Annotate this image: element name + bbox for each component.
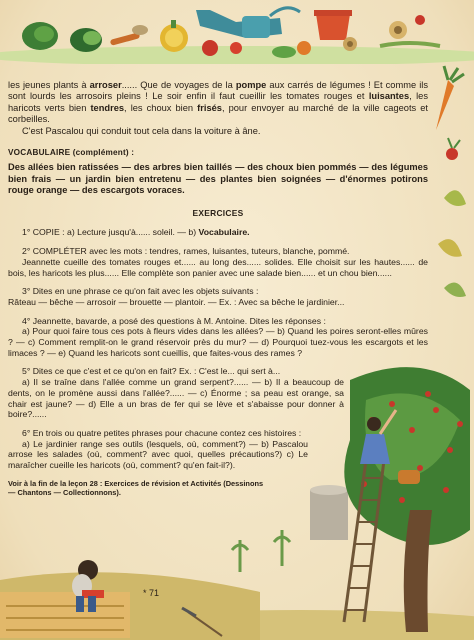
keyword-pompe: pompe — [235, 80, 267, 90]
exercise-3 — [8, 286, 428, 307]
exercise-4 — [8, 316, 428, 359]
exercise-6-body: a) Le jardinier range ses outils (lesquels, où, comment?) — b) Pascalou arrose les salades (où, comment? avec quoi, quelles précautions?) c) Le maraîcher cueille les haricots (où, comment? qu'en fait-il?). — [8, 438, 308, 471]
exercise-6-heading: 6° En trois ou quatre petites phrases pour chacune contez ces histoires : — [22, 428, 302, 438]
exercise-5-heading: 5° Dites ce que c'est et ce qu'on en fait? Ex. : C'est le... qui sert à... — [22, 366, 281, 377]
exercise-3-body: Râteau — bêche — arrosoir — brouette — plantoir. — Ex. : Avec sa bêche le jardinier... — [8, 296, 345, 307]
exercise-5 — [8, 366, 344, 420]
vocabulary-text: Des allées bien ratissées — des arbres bien taillés — des choux bien pommés — des légumes bien frais — un jardin bien entretenu — des plantes bien soignées — d'énormes potirons rouge orange — des escargots voraces. — [8, 162, 428, 195]
exercise-4-heading: 4° Jeannette, bavarde, a posé des questions à M. Antoine. Dites les réponses : — [22, 315, 326, 326]
intro-text: , pour envoyer au marché de la ville cageots et corbeilles. — [8, 102, 428, 125]
keyword-luisantes: luisantes — [368, 91, 410, 102]
exercise-1 — [8, 227, 428, 238]
exercises-title: EXERCICES — [192, 208, 244, 219]
intro-text: , les choux bien — [124, 102, 198, 113]
exercise-3-heading: 3° Dites en une phrase ce qu'on fait avec les objets suivants : — [22, 286, 259, 297]
intro-text: aux carrés de légumes ! Et comme ils sont lourds les arrosoirs pleins ! Le soir enfin il faut cueillir les tomates rouges et — [8, 80, 429, 102]
keyword-frises: frisés — [197, 102, 222, 113]
exercise-2-heading: 2° COMPLÉTER avec les mots : tendres, rames, luisantes, tuteurs, blanche, pommé. — [22, 246, 350, 257]
intro-text: les jeunes plants à — [8, 80, 90, 90]
keyword-arroser: arroser — [89, 80, 122, 90]
intro-text: , les haricots verts bien — [8, 91, 428, 113]
exercise-1-text: 1° COPIE : a) Lecture jusqu'à...... soleil. — b) — [22, 227, 199, 238]
intro-closing: C'est Pascalou qui conduit tout cela dans la voiture à âne. — [22, 125, 261, 136]
garden-top-illustration — [0, 0, 474, 64]
exercise-5-body: a) Il se traîne dans l'allée comme un grand serpent?...... — b) Il a beaucoup de dents, on le promène aussi dans l'allée?...... — c) Énorme ; sa peau est orange, sa chair est jaune? — d) Elle a un bras de fer qui se lève et s'abaisse pour donner à boire?...... — [8, 377, 344, 420]
revision-note: Voir à la fin de la leçon 28 : Exercices de révision et Activités (Dessinons — Chantons — Collectionnons). — [8, 478, 264, 497]
vocabulary-title: VOCABULAIRE (complément) : — [8, 148, 135, 158]
lesson-text — [8, 80, 428, 497]
exercise-1-vocab: Vocabulaire. — [198, 227, 250, 238]
keyword-tendres: tendres — [90, 102, 125, 113]
exercise-2-body: Jeannette cueille des tomates rouges et...... au long des...... solides. Elle choisit sur les hautes...... de bois, les haricots les plus...... Elle complète son panier avec une salade bien...... et un chou bien...... — [8, 256, 428, 278]
exercise-4-body: a) Pour quoi faire tous ces pots à fleurs vides dans les allées? — b) Quand les poires seront-elles mûres ? — c) Comment remplit-on le grand réservoir près du mur? — d) Pourquoi tuez-vous les escargots et les limaces ? — e) Quand les haricots sont cueillis, que faites-vous des rames ? — [8, 326, 428, 358]
exercise-2 — [8, 246, 428, 278]
intro-paragraph — [8, 80, 428, 126]
exercise-6 — [8, 428, 308, 471]
intro-text: ...... Que de voyages de la — [121, 80, 236, 90]
page-number: * 71 — [143, 588, 160, 598]
